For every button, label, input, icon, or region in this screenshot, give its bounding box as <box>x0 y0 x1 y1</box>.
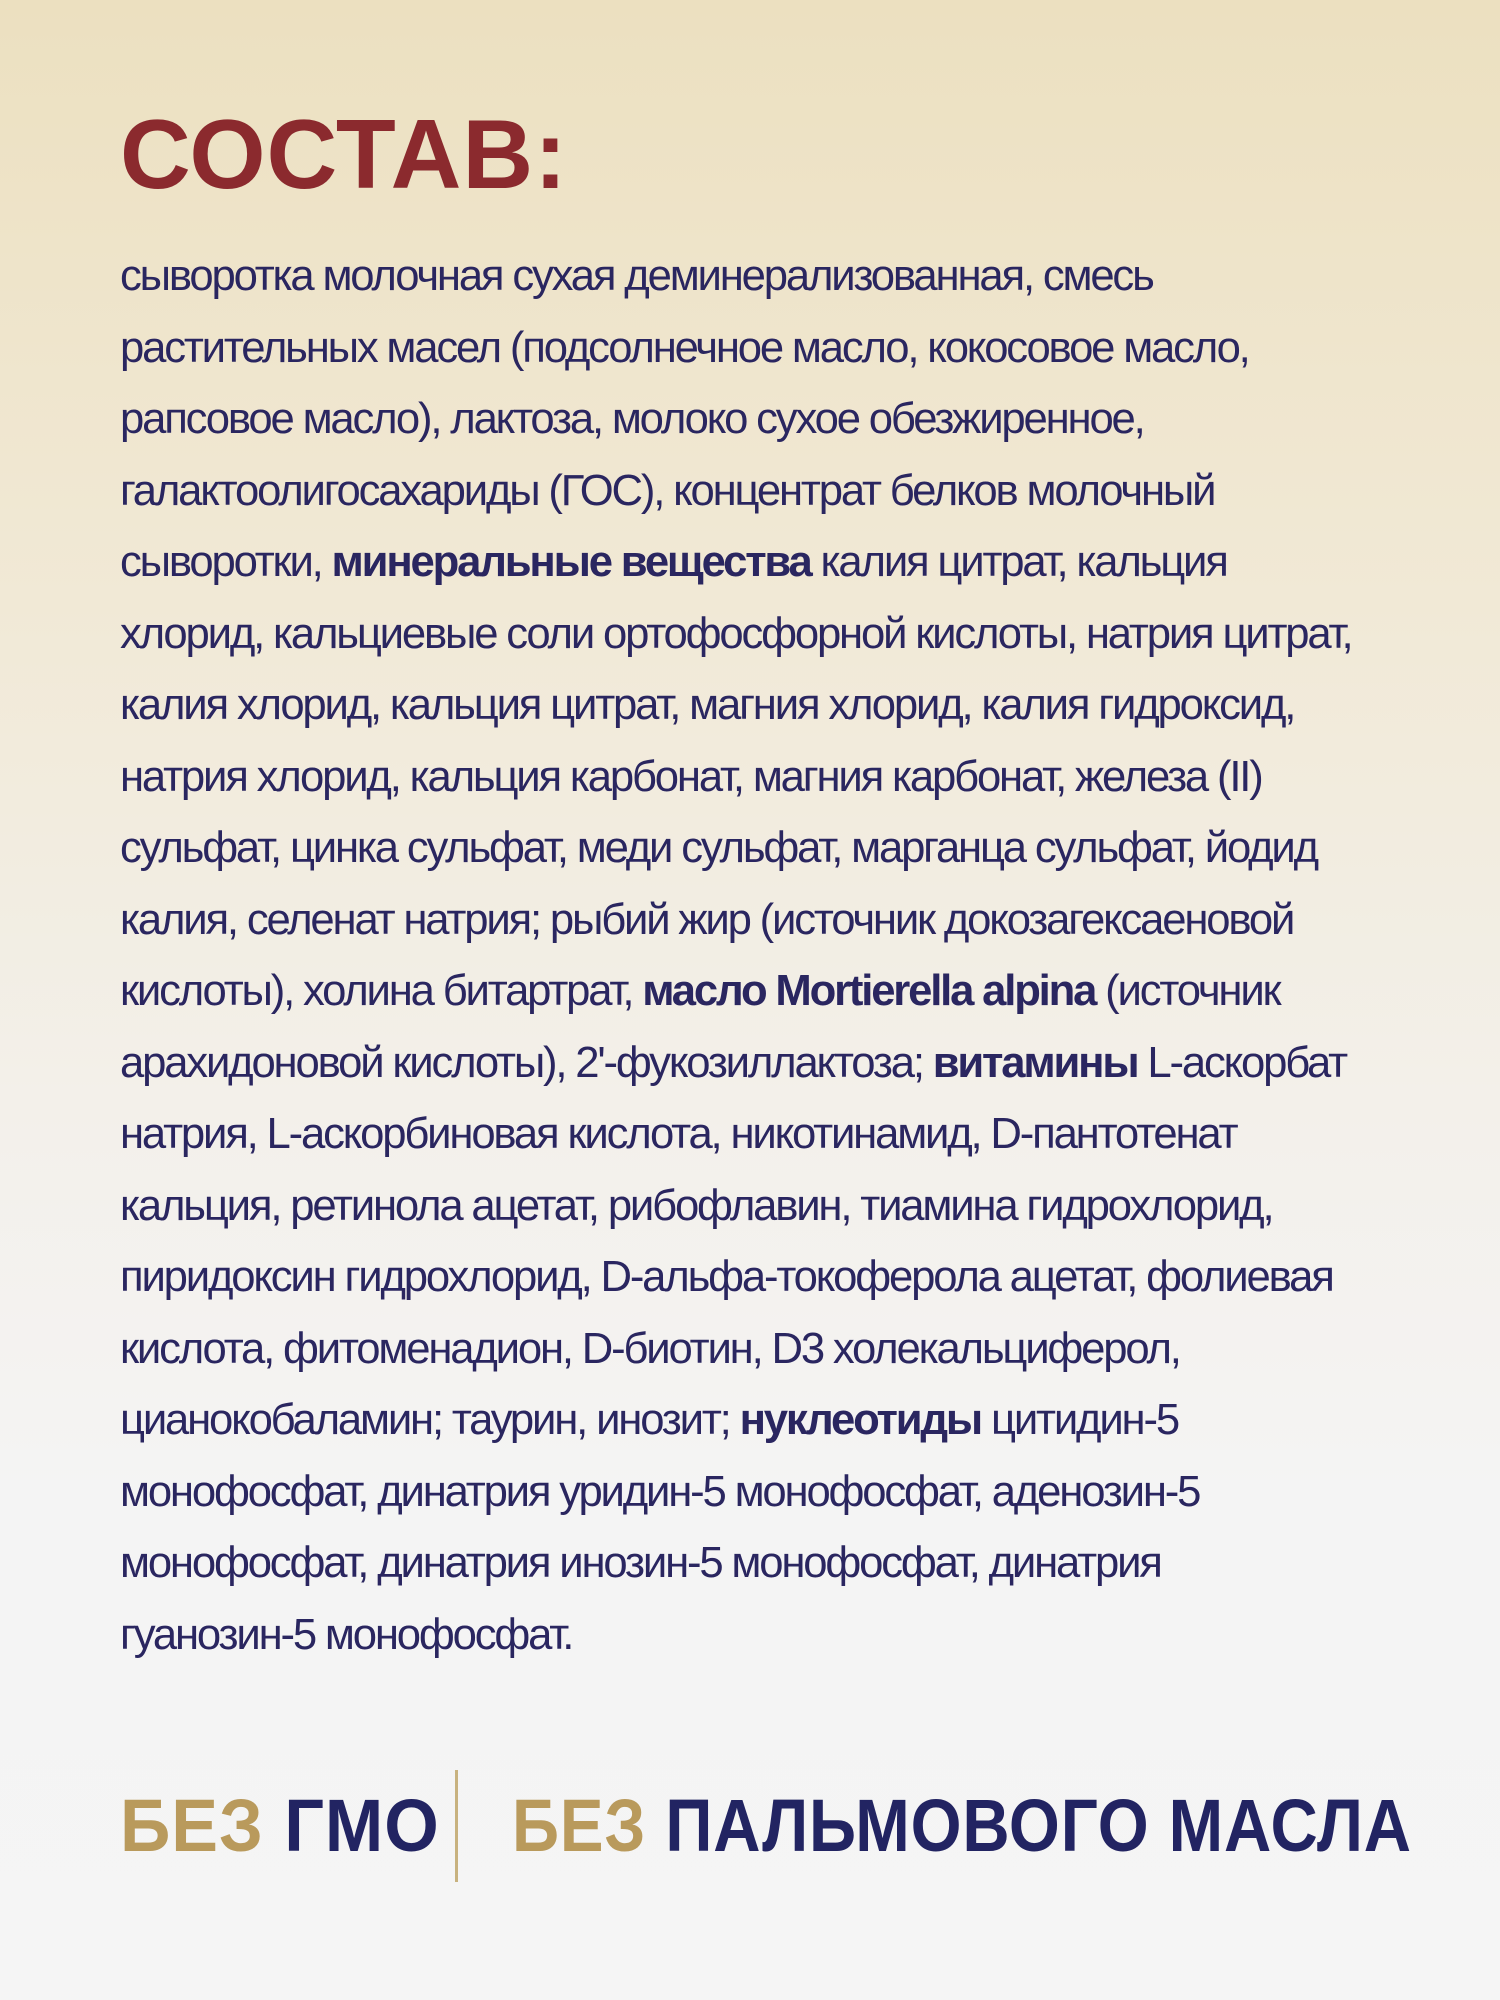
no-palm-oil-badge <box>512 1770 1412 1882</box>
no-palm-oil-object: ПАЛЬМОВОГО МАСЛА <box>665 1784 1412 1867</box>
ingredients-line <box>120 1170 1410 1242</box>
ingredient-text: монофосфат, динатрия инозин-5 монофосфат, динатрия <box>120 1538 1161 1587</box>
ingredient-text: цитидин-5 <box>981 1395 1178 1444</box>
ingredient-text: кальция, ретинола ацетат, рибофлавин, тиамина гидрохлорид, <box>120 1180 1273 1230</box>
ingredients-line <box>120 1027 1410 1099</box>
ingredient-text: кислоты), холина битартрат, <box>120 966 643 1015</box>
ingredients-line <box>120 240 1410 312</box>
ingredient-text: монофосфат, динатрия уридин-5 монофосфат, аденозин-5 <box>120 1466 1200 1516</box>
ingredient-text: натрия хлорид, кальция карбонат, магния карбонат, железа (II) <box>120 751 1262 801</box>
ingredient-text: L-аскорбат <box>1137 1037 1346 1087</box>
ingredient-group-heading: масло Mortierella alpina <box>642 966 1096 1015</box>
no-palm-oil-free-word: БЕЗ <box>512 1784 647 1867</box>
no-gmo-free-word: БЕЗ <box>120 1784 264 1867</box>
ingredients-line <box>120 1241 1410 1313</box>
ingredient-text: сыворотка молочная сухая деминерализованная, смесь <box>120 251 1153 300</box>
ingredient-group-heading: витамины <box>932 1037 1138 1087</box>
composition-title: СОСТАВ: <box>120 99 568 209</box>
ingredient-text: рапсовое масло), лактоза, молоко сухое обезжиренное, <box>120 394 1144 443</box>
ingredients-line <box>120 383 1410 455</box>
ingredients-line <box>120 526 1410 598</box>
ingredients-line <box>120 884 1410 956</box>
ingredients-line <box>120 1456 1410 1528</box>
ingredient-text: калия цитрат, кальция <box>810 537 1227 586</box>
ingredients-line <box>120 1384 1410 1456</box>
ingredient-text: натрия, L-аскорбиновая кислота, никотинамид, D-пантотенат <box>120 1109 1237 1158</box>
ingredients-line <box>120 598 1410 670</box>
ingredients-line <box>120 812 1410 884</box>
ingredient-group-heading: нуклеотиды <box>739 1395 982 1444</box>
ingredient-text: галактоолигосахариды (ГОС), концентрат белков молочный <box>120 465 1215 515</box>
ingredient-text: калия, селенат натрия; рыбий жир (источник докозагексаеновой <box>120 894 1294 944</box>
ingredients-line <box>120 1599 1410 1671</box>
ingredient-text: пиридоксин гидрохлорид, D-альфа-токоферола ацетат, фолиевая <box>120 1252 1333 1301</box>
ingredient-group-heading: минеральные вещества <box>331 537 811 586</box>
ingredients-line <box>120 741 1410 813</box>
no-gmo-object: ГМО <box>284 1784 440 1867</box>
ingredients-line <box>120 1098 1410 1170</box>
ingredient-text: сульфат, цинка сульфат, меди сульфат, марганца сульфат, йодид <box>120 823 1317 872</box>
ingredient-text: растительных масел (подсолнечное масло, кокосовое масло, <box>120 322 1249 372</box>
ingredients-line <box>120 669 1410 741</box>
ingredients-line <box>120 312 1410 384</box>
ingredient-text: сыворотки, <box>120 537 332 586</box>
ingredient-text: гуанозин-5 монофосфат. <box>120 1609 573 1659</box>
ingredient-text: (источник <box>1095 966 1280 1015</box>
ingredient-text: арахидоновой кислоты), 2'-фукозиллактоза; <box>120 1037 933 1087</box>
no-gmo-badge <box>120 1770 440 1882</box>
ingredients-line <box>120 955 1410 1027</box>
ingredient-text: калия хлорид, кальция цитрат, магния хлорид, калия гидроксид, <box>120 680 1295 729</box>
ingredients-text <box>120 240 1420 1670</box>
ingredient-text: кислота, фитоменадион, D-биотин, D3 холекальциферол, <box>120 1323 1180 1373</box>
ingredient-text: цианокобаламин; таурин, инозит; <box>120 1395 740 1444</box>
ingredients-line <box>120 455 1410 527</box>
badge-divider <box>455 1770 458 1882</box>
ingredient-text: хлорид, кальциевые соли ортофосфорной кислоты, натрия цитрат, <box>120 608 1352 658</box>
ingredients-line <box>120 1313 1410 1385</box>
ingredients-line <box>120 1527 1410 1599</box>
badges-row <box>120 1770 1420 1882</box>
